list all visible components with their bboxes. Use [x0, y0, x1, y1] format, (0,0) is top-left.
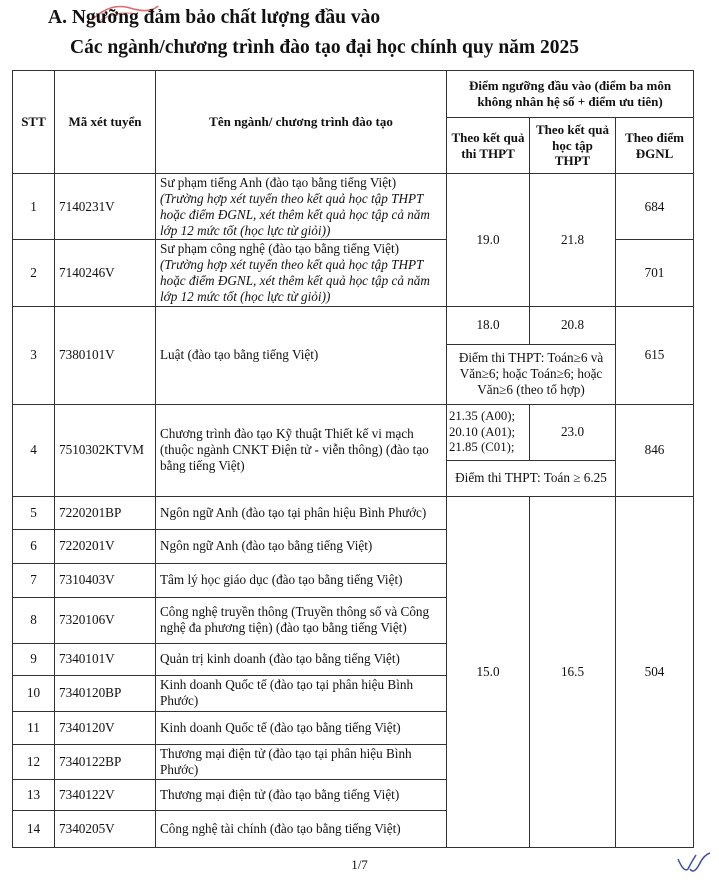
cell-thpt — [447, 404, 530, 460]
header-dgnl: Theo điểm ĐGNL — [616, 118, 694, 174]
cell-name: Chương trình đào tạo Kỹ thuật Thiết kế vi mạch (thuộc ngành CNKT Điện tử - viễn thông) (đào tạo bằng tiếng Việt) — [156, 404, 447, 496]
cell-dgnl: 846 — [616, 404, 694, 496]
cell-thpt: 19.0 — [447, 174, 530, 307]
cell-thpt: 15.0 — [447, 496, 530, 847]
cell-stt: 14 — [13, 810, 55, 847]
cell-name: Ngôn ngữ Anh (đào tạo bằng tiếng Việt) — [156, 529, 447, 563]
program-name: Sư phạm công nghệ (đào tạo bằng tiếng Việt) — [160, 241, 400, 257]
cell-stt: 8 — [13, 597, 55, 643]
cell-name: Ngôn ngữ Anh (đào tạo tại phân hiệu Bình Phước) — [156, 496, 447, 529]
cell-code: 7510302KTVM — [55, 404, 156, 496]
header-name: Tên ngành/ chương trình đào tạo — [156, 71, 447, 174]
cell-dgnl: 615 — [616, 306, 694, 404]
cell-name: Công nghệ tài chính (đào tạo bằng tiếng Việt) — [156, 810, 447, 847]
cell-code: 7140246V — [55, 240, 156, 306]
header-hoc-tap: Theo kết quả học tập THPT — [530, 118, 616, 174]
cell-stt: 12 — [13, 744, 55, 779]
cell-name: Tâm lý học giáo dục (đào tạo bằng tiếng Việt) — [156, 563, 447, 597]
cell-code: 7340122BP — [55, 744, 156, 779]
cell-dgnl: 504 — [616, 496, 694, 847]
cell-name: Công nghệ truyền thông (Truyền thông số và Công nghệ đa phương tiện) (đào tạo bằng tiếng Việt) — [156, 597, 447, 643]
table-row — [13, 306, 694, 344]
cell-name: Kinh doanh Quốc tế (đào tạo tại phân hiệu Bình Phước) — [156, 675, 447, 711]
cell-stt: 9 — [13, 643, 55, 675]
cell-stt: 7 — [13, 563, 55, 597]
header-stt: STT — [13, 71, 55, 174]
cell-stt: 5 — [13, 496, 55, 529]
page-number: 1/7 — [351, 857, 368, 872]
cell-name: Luật (đào tạo bằng tiếng Việt) — [156, 306, 447, 404]
cell-code: 7340101V — [55, 643, 156, 675]
thpt-a00: 21.35 (A00); — [449, 409, 516, 424]
cell-code: 7380101V — [55, 306, 156, 404]
cell-condition: Điểm thi THPT: Toán ≥ 6.25 — [447, 460, 616, 496]
initials-signature — [676, 849, 712, 879]
cell-stt: 3 — [13, 306, 55, 404]
thpt-a01: 20.10 (A01); — [449, 424, 516, 439]
program-note: (Trường hợp xét tuyển theo kết quả học tập THPT hoặc điểm ĐGNL, xét thêm kết quả học tập cả năm lớp 12 mức tốt (học lực từ giỏi)) — [160, 190, 430, 238]
cell-hoc-tap: 21.8 — [530, 174, 616, 307]
cell-condition: Điểm thi THPT: Toán≥6 và Văn≥6; hoặc Toán≥6; hoặc Văn≥6 (theo tổ hợp) — [447, 344, 616, 404]
cell-code: 7340122V — [55, 779, 156, 810]
cell-code: 7220201BP — [55, 496, 156, 529]
cell-code: 7220201V — [55, 529, 156, 563]
page-subtitle: Các ngành/chương trình đào tạo đại học chính quy năm 2025 — [70, 37, 580, 58]
header-threshold: Điểm ngưỡng đầu vào (điểm ba môn không nhân hệ số + điểm ưu tiên) — [447, 71, 694, 118]
header-thpt: Theo kết quả thi THPT — [447, 118, 530, 174]
table-row — [13, 404, 694, 460]
cell-name: Kinh doanh Quốc tế (đào tạo bằng tiếng Việt) — [156, 711, 447, 744]
cell-stt: 10 — [13, 675, 55, 711]
cell-code: 7340205V — [55, 810, 156, 847]
program-note: (Trường hợp xét tuyển theo kết quả học tập THPT hoặc điểm ĐGNL, xét thêm kết quả học tập cả năm lớp 12 mức tốt (học lực từ giỏi)) — [160, 257, 430, 304]
threshold-table — [12, 70, 694, 848]
cell-name: Thương mại điện tử (đào tạo tại phân hiệu Bình Phước) — [156, 744, 447, 779]
cell-code: 7340120BP — [55, 675, 156, 711]
cell-code: 7340120V — [55, 711, 156, 744]
cell-dgnl: 684 — [616, 174, 694, 240]
cell-hoc-tap: 16.5 — [530, 496, 616, 847]
cell-stt: 11 — [13, 711, 55, 744]
cell-hoc-tap: 23.0 — [530, 404, 616, 460]
program-name: Sư phạm tiếng Anh (đào tạo bằng tiếng Việt) — [160, 175, 397, 190]
cell-hoc-tap: 20.8 — [530, 306, 616, 344]
table-row — [13, 174, 694, 240]
cell-stt: 13 — [13, 779, 55, 810]
cell-code: 7310403V — [55, 563, 156, 597]
header-code: Mã xét tuyển — [55, 71, 156, 174]
section-heading: A. Ngưỡng đảm bảo chất lượng đầu vào — [48, 7, 381, 28]
cell-name — [156, 240, 447, 306]
cell-dgnl: 701 — [616, 240, 694, 306]
cell-code: 7140231V — [55, 174, 156, 240]
cell-code: 7320106V — [55, 597, 156, 643]
cell-stt: 6 — [13, 529, 55, 563]
cell-stt: 2 — [13, 240, 55, 306]
cell-stt: 1 — [13, 174, 55, 240]
cell-thpt: 18.0 — [447, 306, 530, 344]
cell-name: Thương mại điện tử (đào tạo bằng tiếng Việt) — [156, 779, 447, 810]
table-row — [13, 496, 694, 529]
cell-name — [156, 174, 447, 240]
cell-stt: 4 — [13, 404, 55, 496]
thpt-c01: 21.85 (C01); — [449, 439, 515, 454]
cell-name: Quản trị kinh doanh (đào tạo bằng tiếng Việt) — [156, 643, 447, 675]
